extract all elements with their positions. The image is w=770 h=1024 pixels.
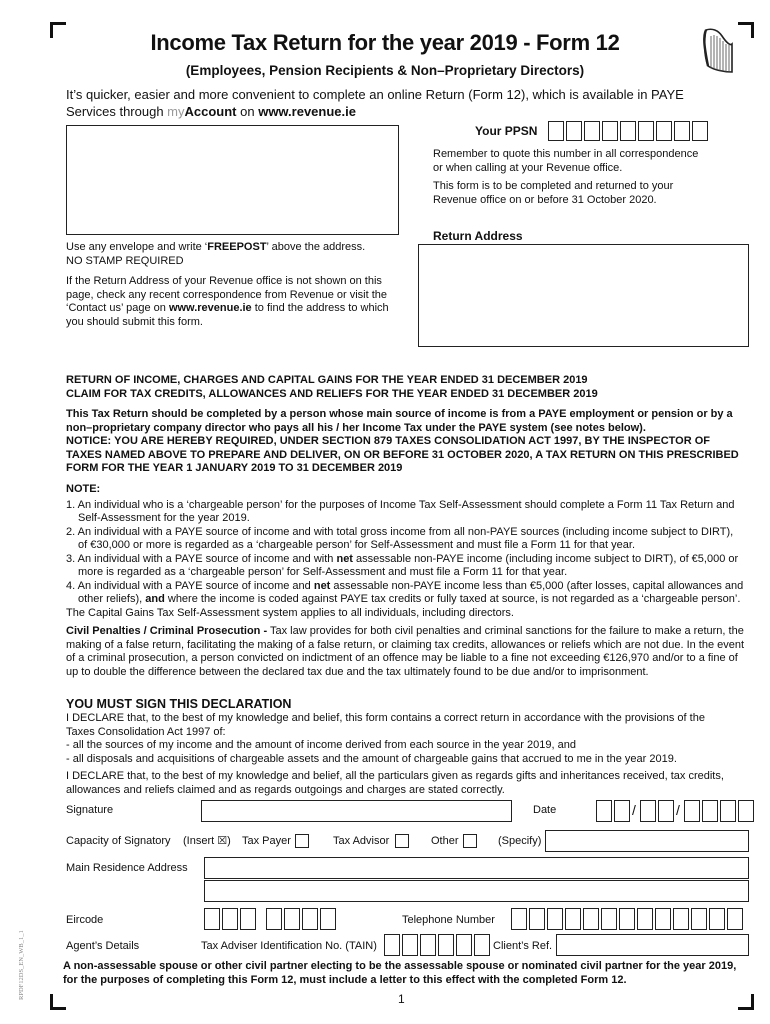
freepost-post: ’ above the address. bbox=[266, 241, 366, 253]
note-3-net: net bbox=[336, 552, 353, 565]
freepost-word: FREEPOST bbox=[207, 241, 267, 253]
tax-payer-checkbox[interactable] bbox=[295, 834, 309, 848]
myaccount-my: my bbox=[167, 104, 185, 119]
intro-text bbox=[66, 86, 746, 120]
note-3-pre: 3. An individual with a PAYE source of income and with bbox=[66, 552, 337, 565]
note-4-net: net bbox=[313, 579, 331, 592]
contact-post: to find the address to which bbox=[251, 302, 389, 314]
note-1-line-2: Self-Assessment for the year 2019. bbox=[78, 512, 250, 524]
intro-services: Services through bbox=[66, 104, 168, 119]
note-2-line-1: 2. An individual with a PAYE source of income and with total gross income from all non-PAYE sources (including income subject to DIRT), bbox=[66, 525, 734, 538]
tain-input[interactable] bbox=[384, 934, 492, 956]
note-1-line-1: 1. An individual who is a ‘chargeable person’ for the purposes of Income Tax Self-Assessment should complete a Form 11 Tax Return and bbox=[66, 498, 735, 511]
note-3-line-2: more is regarded as a ‘chargeable person’ for Self-Assessment and must file a Form 11 for that year. bbox=[78, 566, 568, 578]
note-3-post: assessable non-PAYE income (including income subject to DIRT), of €5,000 or bbox=[352, 552, 739, 565]
tax-advisor-label: Tax Advisor bbox=[333, 835, 390, 847]
scope-statement bbox=[66, 408, 766, 476]
declaration-line-3: - all the sources of my income and the amount of income derived from each source in the year 2019, and bbox=[66, 739, 576, 751]
telephone-label: Telephone Number bbox=[402, 914, 495, 926]
notice-line-3: FORM FOR THE YEAR 1 JANUARY 2019 TO 31 DECEMBER 2019 bbox=[66, 462, 403, 474]
civil-line-3: of a criminal prosecution, a person convicted on indictment of an offence may be liable to a fine not exceeding €126,970 and/or to a fine of bbox=[66, 652, 738, 664]
intro-on: on bbox=[236, 104, 259, 119]
scope-line-2: non–proprietary company director who pays all his / her Income Tax under the PAYE system (see notes below). bbox=[66, 421, 646, 434]
civil-line-1 bbox=[66, 625, 766, 639]
note-label: NOTE: bbox=[66, 483, 101, 495]
capacity-label: Capacity of Signatory bbox=[66, 835, 171, 847]
signature-field[interactable] bbox=[201, 800, 512, 822]
ppsn-label: Your PPSN bbox=[475, 124, 538, 138]
declaration-line-1: I DECLARE that, to the best of my knowledge and belief, this form contains a correct return in accordance with the provisions of the bbox=[66, 712, 705, 724]
tain-label: Tax Adviser Identification No. (TAIN) bbox=[201, 940, 377, 952]
declaration-text bbox=[66, 712, 766, 797]
return-address-help-3 bbox=[66, 302, 406, 316]
note-4-post: assessable non-PAYE income less than €5,000 (after losses, capital allowances and bbox=[330, 579, 744, 592]
notice-line-2: TAXES NAMED ABOVE TO PREPARE AND DELIVER, ON OR BEFORE 31 OCTOBER 2020, A TAX RETURN ON THIS PRESCRIBED bbox=[66, 448, 739, 461]
notes-section bbox=[66, 483, 766, 679]
main-residence-label: Main Residence Address bbox=[66, 862, 188, 874]
ppsn-note-2: or when calling at your Revenue office. bbox=[433, 161, 623, 174]
tax-payer-label: Tax Payer bbox=[242, 835, 291, 847]
return-heading: RETURN OF INCOME, CHARGES AND CAPITAL GAINS FOR THE YEAR ENDED 31 DECEMBER 2019 bbox=[66, 374, 588, 386]
note-3-line-1 bbox=[66, 553, 766, 567]
specify-label: (Specify) bbox=[498, 835, 542, 847]
date-year-input[interactable] bbox=[684, 800, 756, 822]
form-code: RPDF12DS_EN_WB_1_1 bbox=[18, 930, 25, 1000]
note-2-line-2: of €30,000 or more is regarded as a ‘chargeable person’ for Self-Assessment and must file a Form 11 for that year. bbox=[78, 539, 636, 551]
date-day-input[interactable] bbox=[596, 800, 632, 822]
taxpayer-address-box[interactable] bbox=[66, 125, 399, 235]
note-4b-pre: other reliefs), bbox=[78, 593, 146, 605]
note-4-line-2 bbox=[66, 593, 766, 607]
clients-ref-field[interactable] bbox=[556, 934, 749, 956]
signature-label: Signature bbox=[66, 804, 114, 816]
declaration-line-4: - all disposals and acquisitions of chargeable assets and the amount of chargeable gains that accrued to me in the year 2019. bbox=[66, 752, 677, 765]
ppsn-note-1: Remember to quote this number in all correspondence bbox=[433, 148, 699, 160]
ppsn-note-4: Revenue office on or before 31 October 2020. bbox=[433, 193, 657, 206]
form-title: Income Tax Return for the year 2019 - Form 12 bbox=[150, 30, 620, 55]
civil-heading: Civil Penalties / Criminal Prosecution - bbox=[66, 625, 268, 637]
myaccount-account: Account bbox=[184, 104, 237, 119]
note-4b-post: where the income is coded against PAYE tax credits or fully taxed at source, is not regarded as a ‘chargeable person’. bbox=[164, 593, 741, 605]
eircode-unique-input[interactable] bbox=[266, 908, 338, 930]
ppsn-note-3: This form is to be completed and returned to your bbox=[433, 180, 674, 192]
eircode-routing-input[interactable] bbox=[204, 908, 258, 930]
return-address-help-4: you should submit this form. bbox=[66, 315, 203, 328]
eircode-label: Eircode bbox=[66, 914, 104, 926]
specify-field[interactable] bbox=[545, 830, 749, 852]
return-address-help-2: page, check any recent correspondence from Revenue or visit the bbox=[66, 288, 388, 301]
contact-pre: ‘Contact us’ page on bbox=[66, 302, 169, 314]
freepost-pre: Use any envelope and write ‘ bbox=[66, 241, 208, 253]
claim-heading: CLAIM FOR TAX CREDITS, ALLOWANCES AND RELIEFS FOR THE YEAR ENDED 31 DECEMBER 2019 bbox=[66, 387, 598, 400]
corner-mark-bottom-right bbox=[738, 994, 754, 1010]
section-headings bbox=[66, 374, 756, 401]
main-residence-field-1[interactable] bbox=[204, 857, 749, 879]
cgt-note: The Capital Gains Tax Self-Assessment system applies to all individuals, including directors. bbox=[66, 606, 514, 619]
revenue-link[interactable]: www.revenue.ie bbox=[258, 104, 356, 119]
declaration-line-5: I DECLARE that, to the best of my knowledge and belief, all the particulars given as regards gifts and inheritances received, tax credits, bbox=[66, 770, 724, 782]
contact-link[interactable]: www.revenue.ie bbox=[168, 302, 252, 314]
main-residence-field-2[interactable] bbox=[204, 880, 749, 902]
spouse-note-line-1: A non-assessable spouse or other civil partner electing to be the assessable spouse or nominated civil partner for the year 2019, bbox=[63, 960, 737, 972]
note-4b-and: and bbox=[145, 593, 165, 605]
page-number: 1 bbox=[398, 992, 405, 1006]
other-checkbox[interactable] bbox=[463, 834, 477, 848]
date-label: Date bbox=[533, 804, 557, 816]
declaration-line-6: allowances and reliefs claimed and as regards outgoings and charges are stated correctly. bbox=[66, 783, 505, 796]
civil-line-2: making of a false return, facilitating the making of a false return, or claiming tax credits, allowances or reliefs which are not due. In the event bbox=[66, 638, 745, 651]
note-4-line-1 bbox=[66, 580, 766, 594]
return-address-help-1: If the Return Address of your Revenue office is not shown on this bbox=[66, 275, 382, 287]
date-separator-2: / bbox=[676, 802, 680, 818]
intro-line-1: It’s quicker, easier and more convenient to complete an online Return (Form 12), which is available in PAYE bbox=[66, 87, 684, 102]
ppsn-input[interactable] bbox=[548, 121, 710, 141]
spouse-note bbox=[63, 960, 763, 987]
other-label: Other bbox=[431, 835, 459, 847]
spouse-note-line-2: for the purposes of completing this Form 12, must include a letter to this effect with the completed Form 12. bbox=[63, 973, 627, 986]
civil-line-4: up to double the difference between the declared tax due and the tax ultimately found to be due and/or to imprisonment. bbox=[66, 665, 649, 678]
telephone-input[interactable] bbox=[511, 908, 745, 930]
tax-advisor-checkbox[interactable] bbox=[395, 834, 409, 848]
no-stamp-line: NO STAMP REQUIRED bbox=[66, 254, 184, 267]
corner-mark-bottom-left bbox=[50, 994, 66, 1010]
freepost-line bbox=[66, 241, 406, 255]
note-4-pre: 4. An individual with a PAYE source of income and bbox=[66, 579, 314, 592]
date-month-input[interactable] bbox=[640, 800, 676, 822]
insert-hint: (Insert ☒) bbox=[183, 835, 231, 847]
agents-details-label: Agent’s Details bbox=[66, 940, 140, 952]
clients-ref-label: Client’s Ref. bbox=[493, 940, 553, 952]
return-address-label: Return Address bbox=[433, 229, 523, 243]
envelope-instructions bbox=[66, 241, 406, 329]
declaration-line-2: Taxes Consolidation Act 1997 of: bbox=[66, 725, 226, 738]
date-separator-1: / bbox=[632, 802, 636, 818]
scope-line-1: This Tax Return should be completed by a person whose main source of income is from a PAYE employment or pension or by a bbox=[66, 408, 733, 420]
return-address-box[interactable] bbox=[418, 244, 749, 347]
intro-line-2 bbox=[66, 103, 746, 120]
ppsn-notes bbox=[433, 148, 753, 207]
declaration-heading: YOU MUST SIGN THIS DECLARATION bbox=[66, 697, 292, 711]
notice-line-1: NOTICE: YOU ARE HEREBY REQUIRED, UNDER SECTION 879 TAXES CONSOLIDATION ACT 1997, BY THE INSPECTOR OF bbox=[66, 435, 711, 447]
civil-text-1: Tax law provides for both civil penalties and criminal sanctions for the failure to make a return, the bbox=[267, 625, 744, 637]
form-subtitle: (Employees, Pension Recipients & Non–Proprietary Directors) bbox=[185, 63, 585, 78]
